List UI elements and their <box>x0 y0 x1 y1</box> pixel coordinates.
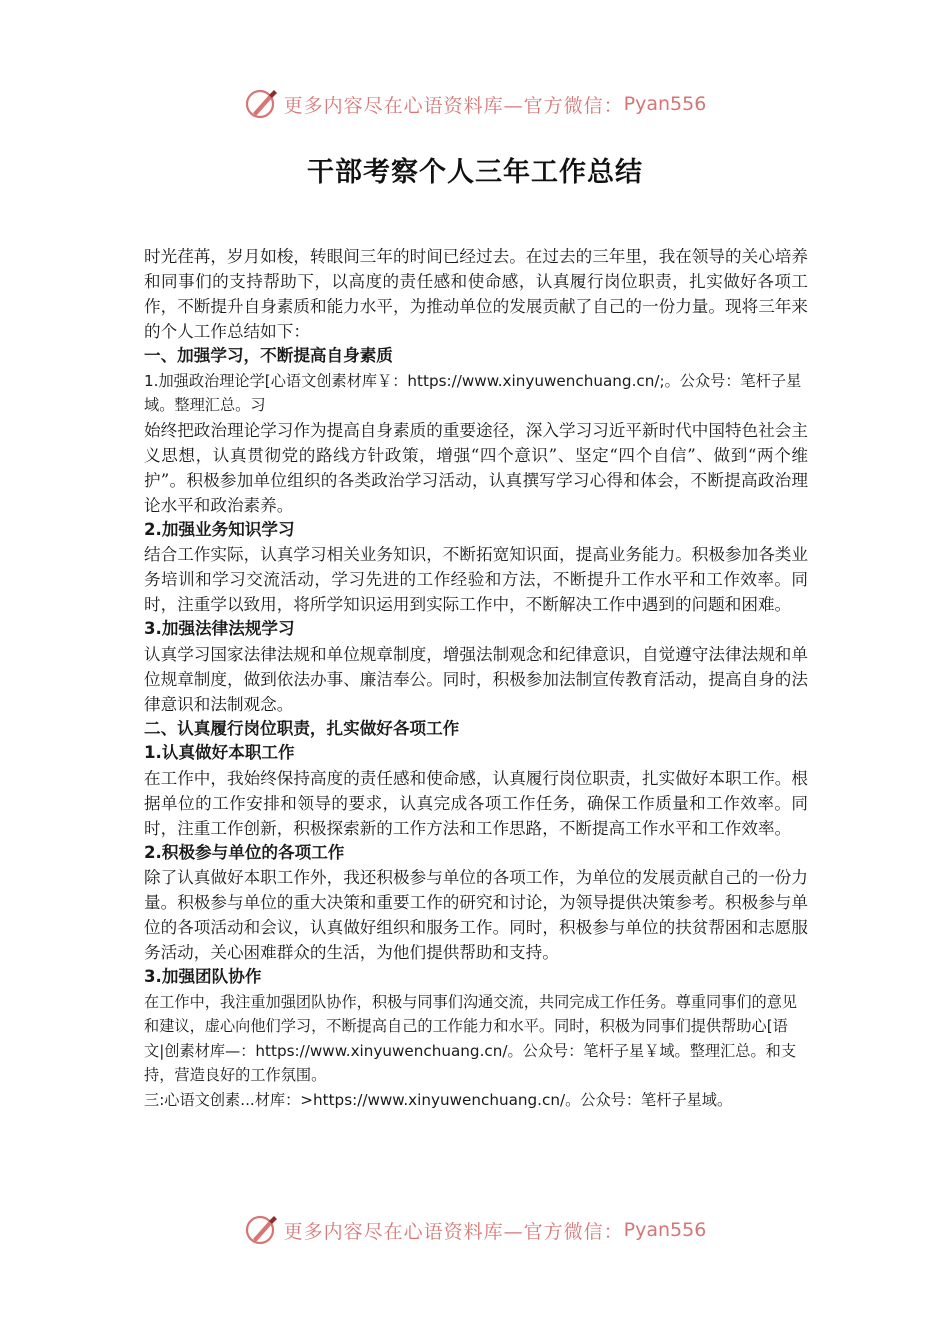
pen-nib-logo-icon <box>244 86 280 122</box>
banner-text: 更多内容尽在心语资料库—官方微信： <box>283 1220 624 1243</box>
section-2-3-heading: 3.加强团队协作 <box>144 967 262 986</box>
section-1-2-heading: 2.加强业务知识学习 <box>144 519 295 539</box>
section-2-1-heading: 1.认真做好本职工作 <box>144 743 295 762</box>
section-2-3-text: 在工作中，我注重加强团队协作，积极与同事们沟通交流，共同完成工作任务。尊重同事们的意见和建议，虚心向他们学习，不断提高自己的工作能力和水平。同时，积极为同事们提供帮助心[语文|创素材库—：https://www.xinyuwenchuang.cn/。公众号：笔杆子星￥域。整理汇总。和支持，营造良好的工作氛围。 <box>144 992 798 1084</box>
section-2-1-text: 在工作中，我始终保持高度的责任感和使命感，认真履行岗位职责，扎实做好本职工作。根据单位的工作安排和领导的要求，认真完成各项工作任务，确保工作质量和工作效率。同时，注重工作创新，积极探索新的工作方法和工作思路，不断提高工作水平和工作效率。 <box>144 768 808 838</box>
section-3-line: 三:心语文创素...材库：>https://www.xinyuwenchuang.cn/。公众号：笔杆子星域。 <box>144 1090 733 1109</box>
section-1-3-text: 认真学习国家法律法规和单位规章制度，增强法制观念和纪律意识，自觉遵守法律法规和单位规章制度，做到依法办事、廉洁奉公。同时，积极参加法制宣传教育活动，提高自身的法律意识和法制观念。 <box>144 644 808 714</box>
banner-wechat-id: Pyan556 <box>623 93 707 115</box>
footer-watermark-banner <box>0 1212 950 1248</box>
banner-wechat-id: Pyan556 <box>623 1219 707 1241</box>
section-2-2-heading: 2.积极参与单位的各项工作 <box>144 842 345 862</box>
section-1-2-text: 结合工作实际，认真学习相关业务知识，不断拓宽知识面，提高业务能力。积极参加各类业务培训和学习交流活动，学习先进的工作经验和方法，不断提升工作水平和工作效率。同时，注重学以致用，将所学知识运用到实际工作中，不断解决工作中遇到的问题和困难。 <box>144 545 808 614</box>
section-1-1-text: 始终把政治理论学习作为提高自身素质的重要途径，深入学习习近平新时代中国特色社会主义思想，认真贯彻党的路线方针政策，增强“四个意识”、坚定“四个自信”、做到“两个维护”。积极参加单位组织的各类政治学习活动，认真撰写学习心得和体会，不断提高政治理论水平和政治素养。 <box>144 420 808 515</box>
header-watermark-banner <box>0 86 950 122</box>
document-title: 干部考察个人三年工作总结 <box>307 157 643 188</box>
section-1-1-heading: 1.加强政治理论学[心语文创素材库￥：https://www.xinyuwenchuang.cn/;。公众号：笔杆子星域。整理汇总。习 <box>144 371 802 414</box>
intro-paragraph: 时光荏苒，岁月如梭，转眼间三年的时间已经过去。在过去的三年里，我在领导的关心培养和同事们的支持帮助下，以高度的责任感和使命感，认真履行岗位职责，扎实做好各项工作，不断提升自身素质和能力水平，为推动单位的发展贡献了自己的一份力量。现将三年来的个人工作总结如下： <box>144 247 808 341</box>
document-body <box>144 244 808 1112</box>
section-1-3-heading: 3.加强法律法规学习 <box>144 619 295 638</box>
section-1-heading: 一、加强学习，不断提高自身素质 <box>144 346 393 365</box>
pen-nib-logo-icon <box>244 1212 280 1248</box>
section-2-2-text: 除了认真做好本职工作外，我还积极参与单位的各项工作，为单位的发展贡献自己的一份力量。积极参与单位的重大决策和重要工作的研究和讨论，为领导提供决策参考。积极参与单位的各项活动和会议，认真做好组织和服务工作。同时，积极参与单位的扶贫帮困和志愿服务活动，关心困难群众的生活，为他们提供帮助和支持。 <box>144 868 808 962</box>
banner-text: 更多内容尽在心语资料库—官方微信： <box>283 94 624 117</box>
section-2-heading: 二、认真履行岗位职责，扎实做好各项工作 <box>144 718 460 738</box>
